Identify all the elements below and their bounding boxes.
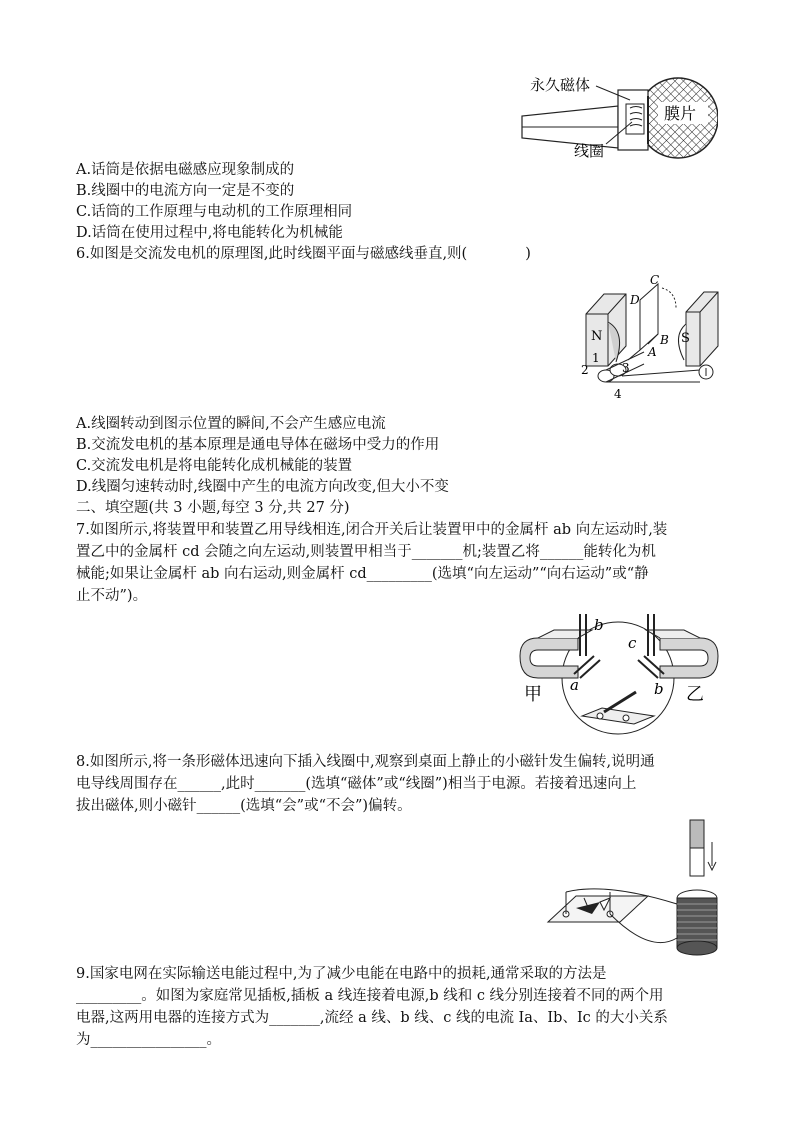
rails-label-jia: 甲 [524, 684, 542, 705]
q5-option-b: B.线圈中的电流方向一定是不变的 [76, 183, 295, 199]
gen-label-2: 2 [581, 363, 589, 377]
q7-line-3: 械能;如果让金属杆 ab 向右运动,则金属杆 cd_________(选填“向左运动”“向右运动”或“静 [76, 566, 649, 582]
q6-option-c: C.交流发电机是将电能转化成机械能的装置 [76, 458, 353, 474]
section-heading: 二、填空题(共 3 小题,每空 3 分,共 27 分) [76, 500, 350, 516]
q9-line-2: _________。如图为家庭常见插板,插板 a 线连接着电源,b 线和 c 线分别连接着不同的两个用 [76, 988, 664, 1004]
gen-label-3: 3 [622, 361, 630, 375]
rails-label-b-top: b [594, 616, 604, 634]
rails-label-yi: 乙 [686, 684, 704, 705]
q6-option-d: D.线圈匀速转动时,线圈中产生的电流方向改变,但大小不变 [76, 479, 449, 495]
gen-label-b: B [660, 333, 669, 347]
q7-line-4: 止不动”)。 [76, 588, 148, 604]
coil-magnet-figure [546, 818, 726, 958]
q7-line-1: 7.如图所示,将装置甲和装置乙用导线相连,闭合开关后让装置甲中的金属杆 ab 向左运动时,装 [76, 522, 668, 538]
magnet-label: 永久磁体 [530, 76, 591, 94]
q6-option-a: A.线圈转动到图示位置的瞬间,不会产生感应电流 [76, 416, 386, 432]
gen-label-a: A [648, 345, 657, 359]
gen-label-n: N [591, 329, 603, 344]
gen-label-s: S [681, 331, 690, 346]
q8-line-1: 8.如图所示,将一条形磁体迅速向下插入线圈中,观察到桌面上静止的小磁针发生偏转,说明通 [76, 754, 655, 770]
q5-option-d: D.话筒在使用过程中,将电能转化为机械能 [76, 225, 343, 241]
rails-label-a: a [570, 676, 579, 694]
q5-option-c: C.话筒的工作原理与电动机的工作原理相同 [76, 204, 353, 220]
membrane-label: 膜片 [664, 104, 697, 123]
q9-line-3: 电器,这两用电器的连接方式为_______,流经 a 线、b 线、c 线的电流 Ia、Ib、Ic 的大小关系 [76, 1010, 668, 1026]
q7-line-2: 置乙中的金属杆 cd 会随之向左运动,则装置甲相当于_______机;装置乙将______能转化为机 [76, 544, 656, 560]
q9-line-4: 为________________。 [76, 1032, 221, 1048]
gen-label-4: 4 [614, 387, 622, 401]
q8-line-2: 电导线周围存在______,此时_______(选填“磁体”或“线圈”)相当于电源。若接着迅速向上 [76, 776, 637, 792]
rails-label-b-right: b [654, 680, 664, 698]
q6-option-b: B.交流发电机的基本原理是通电导体在磁场中受力的作用 [76, 437, 440, 453]
q5-option-a: A.话筒是依据电磁感应现象制成的 [76, 162, 295, 178]
generator-figure [578, 272, 728, 402]
q6-stem: 6.如图是交流发电机的原理图,此时线圈平面与磁感线垂直,则( ) [76, 246, 531, 262]
q8-line-3: 拔出磁体,则小磁针______(选填“会”或“不会”)偏转。 [76, 798, 412, 814]
gen-label-c: C [650, 273, 660, 287]
microphone-figure [518, 68, 718, 168]
q9-line-1: 9.国家电网在实际输送电能过程中,为了减少电能在电路中的损耗,通常采取的方法是 [76, 966, 607, 982]
rails-figure [514, 612, 724, 740]
rails-label-c: c [628, 634, 637, 652]
coil-label: 线圈 [574, 142, 605, 160]
gen-label-d: D [630, 293, 640, 307]
gen-label-1: 1 [592, 351, 600, 365]
